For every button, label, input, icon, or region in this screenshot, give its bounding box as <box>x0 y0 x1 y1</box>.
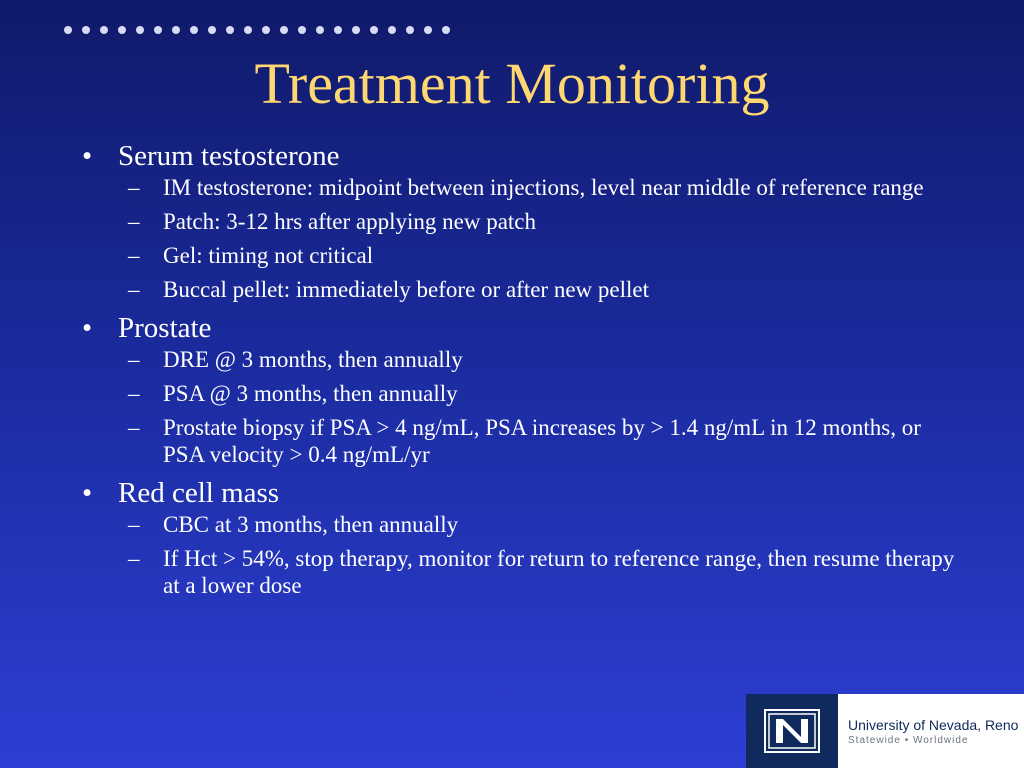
sub-item <box>78 346 958 373</box>
dot <box>190 26 198 34</box>
dot <box>442 26 450 34</box>
university-tagline: Statewide • Worldwide <box>848 734 969 746</box>
dot <box>262 26 270 34</box>
sub-item <box>78 276 958 303</box>
sub-item-text: DRE @ 3 months, then annually <box>163 347 463 372</box>
sub-item <box>78 380 958 407</box>
logo-mark <box>746 694 838 768</box>
dot <box>334 26 342 34</box>
university-name: University of Nevada, Reno <box>848 716 1019 733</box>
sub-item <box>78 414 958 468</box>
university-logo <box>746 694 1024 768</box>
dash-icon: – <box>128 209 140 234</box>
bullet-heading: Serum testosterone <box>118 140 340 172</box>
bullet-heading: Red cell mass <box>118 477 280 509</box>
bullet-prostate <box>78 310 958 346</box>
sub-item-text: Prostate biopsy if PSA > 4 ng/mL, PSA increases by > 1.4 ng/mL in 12 months, or PSA velocity > 0.4 ng/mL/yr <box>163 415 921 467</box>
sub-item <box>78 174 958 201</box>
dot <box>226 26 234 34</box>
dot <box>316 26 324 34</box>
dot <box>154 26 162 34</box>
dash-icon: – <box>128 175 140 200</box>
dot <box>370 26 378 34</box>
dot <box>298 26 306 34</box>
sub-item-text: PSA @ 3 months, then annually <box>163 381 458 406</box>
dot <box>136 26 144 34</box>
sub-list <box>78 511 958 599</box>
dash-icon: – <box>128 381 140 406</box>
dot <box>208 26 216 34</box>
bullet-icon: • <box>82 477 93 509</box>
dash-icon: – <box>128 347 140 372</box>
sub-item-text: CBC at 3 months, then annually <box>163 512 459 537</box>
dash-icon: – <box>128 243 140 268</box>
dot <box>100 26 108 34</box>
sub-item <box>78 511 958 538</box>
nevada-n-icon <box>764 709 820 753</box>
dash-icon: – <box>128 512 140 537</box>
dot <box>64 26 72 34</box>
bullet-icon: • <box>82 312 93 344</box>
bullet-red-cell-mass <box>78 475 958 511</box>
bullet-serum-testosterone <box>78 138 958 174</box>
slide-title: Treatment Monitoring <box>254 51 770 116</box>
sub-item-text: Buccal pellet: immediately before or after new pellet <box>163 277 649 302</box>
bullet-icon: • <box>82 140 93 172</box>
logo-text <box>838 694 1024 768</box>
sub-item-text: IM testosterone: midpoint between injections, level near middle of reference range <box>163 175 924 200</box>
sub-item-text: Patch: 3-12 hrs after applying new patch <box>163 209 536 234</box>
dash-icon: – <box>128 415 140 440</box>
sub-item <box>78 208 958 235</box>
dot <box>406 26 414 34</box>
bullet-heading: Prostate <box>118 312 212 344</box>
dot <box>280 26 288 34</box>
dash-icon: – <box>128 277 140 302</box>
sub-item-text: Gel: timing not critical <box>163 243 374 268</box>
dot <box>118 26 126 34</box>
dot <box>352 26 360 34</box>
dot <box>424 26 432 34</box>
dot <box>82 26 90 34</box>
slide-body <box>78 138 958 606</box>
dot <box>388 26 396 34</box>
sub-item <box>78 242 958 269</box>
sub-list <box>78 174 958 303</box>
dot <box>172 26 180 34</box>
sub-list <box>78 346 958 468</box>
decorative-dots <box>64 26 450 34</box>
sub-item-text: If Hct > 54%, stop therapy, monitor for return to reference range, then resume therapy at a lower dose <box>163 546 955 598</box>
sub-item <box>78 545 958 599</box>
dot <box>244 26 252 34</box>
dash-icon: – <box>128 546 140 571</box>
